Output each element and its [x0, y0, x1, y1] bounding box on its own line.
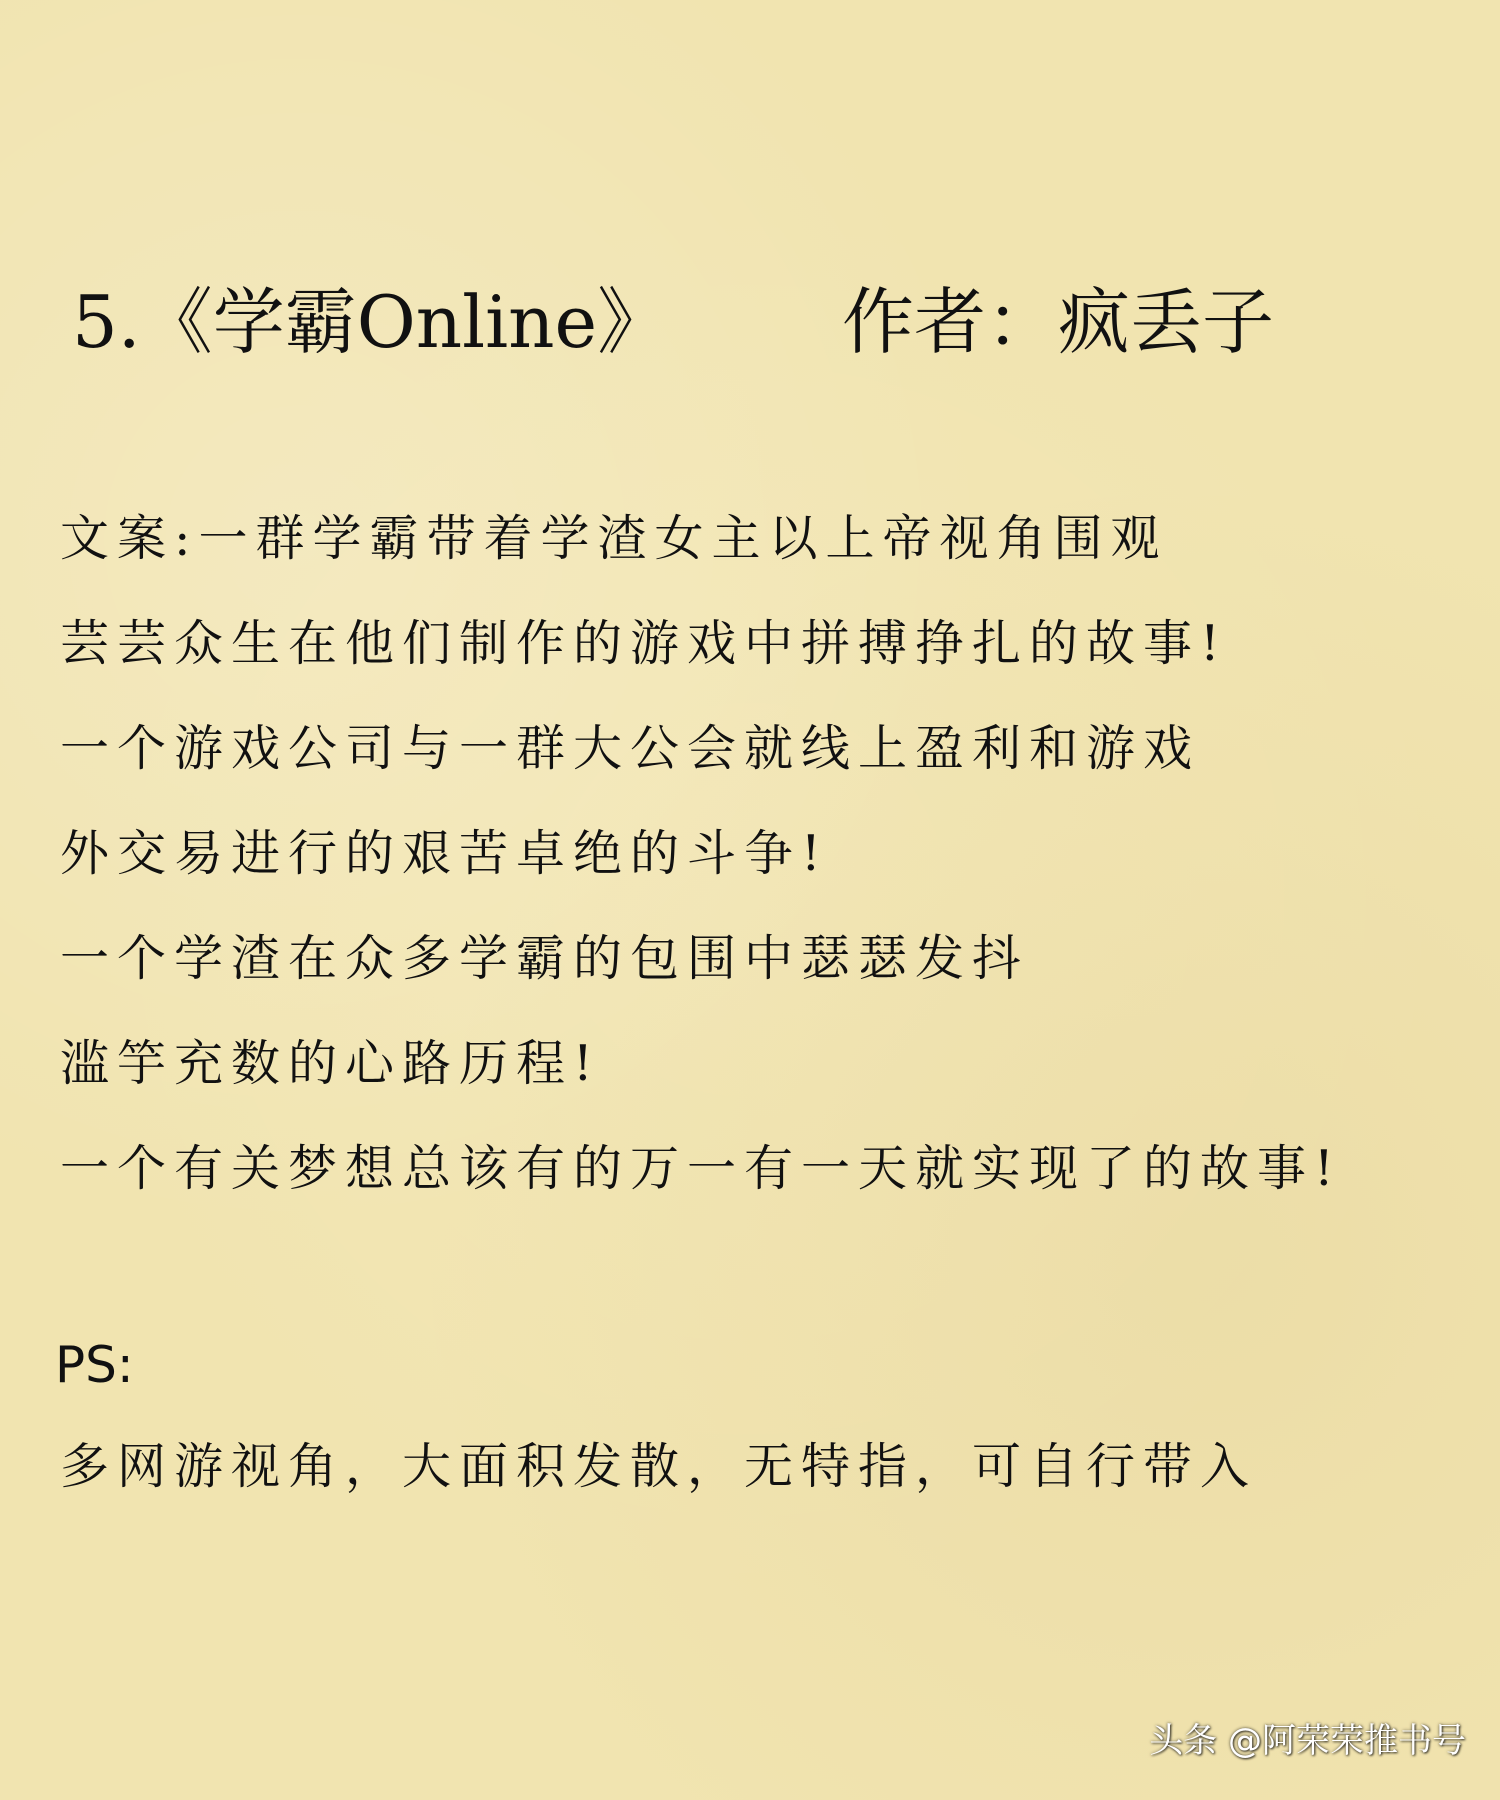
ps-text: 多网游视角，大面积发散，无特指，可自行带入	[60, 1438, 1258, 1495]
book-author: 作者：疯丢子	[842, 280, 1275, 364]
book-heading	[72, 282, 1452, 362]
synopsis-line: 滥竽充数的心路历程!	[60, 1035, 601, 1092]
synopsis-line: 一个学渣在众多学霸的包围中瑟瑟发抖	[60, 930, 1030, 987]
synopsis	[60, 486, 1480, 1221]
watermark: 头条 @阿荣荣推书号	[1149, 1721, 1466, 1761]
synopsis-line: 芸芸众生在他们制作的游戏中拼搏挣扎的故事!	[60, 615, 1228, 672]
synopsis-line: 外交易进行的艰苦卓绝的斗争!	[60, 825, 829, 882]
synopsis-line: 一个有关梦想总该有的万一有一天就实现了的故事!	[60, 1140, 1342, 1197]
synopsis-line: 文案:一群学霸带着学渣女主以上帝视角围观	[60, 510, 1168, 567]
ps-label: PS:	[55, 1336, 134, 1394]
book-title: 5.《学霸Online》	[72, 280, 670, 364]
synopsis-line: 一个游戏公司与一群大公会就线上盈利和游戏	[60, 720, 1201, 777]
